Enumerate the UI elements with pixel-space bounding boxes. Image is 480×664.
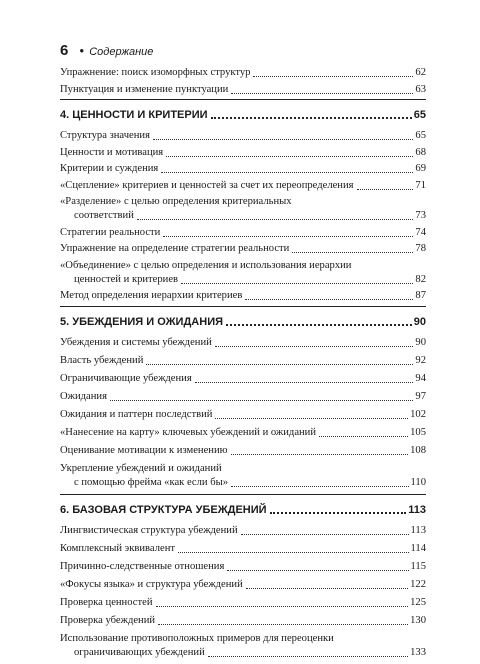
toc-entry-page: 63 xyxy=(415,83,426,95)
toc-entry-page: 73 xyxy=(415,210,426,221)
toc-entry-title: Комплексный эквивалент xyxy=(60,542,175,554)
toc-entry-page: 71 xyxy=(415,179,426,191)
toc-entry-title: Ценности и мотивация xyxy=(60,146,164,158)
toc-entry-line: Укрепление убеждений и ожиданий xyxy=(60,462,222,474)
toc-entry-title: Критерии и суждения xyxy=(60,163,159,174)
toc-entry[interactable] xyxy=(60,390,426,404)
toc-entry-page: 130 xyxy=(410,614,426,626)
toc-entry-line xyxy=(60,476,426,490)
toc-entry-page: 87 xyxy=(415,290,426,301)
leader-dots xyxy=(110,400,413,401)
toc-entry-title: ограничивающих убеждений xyxy=(74,646,205,658)
toc-entry-page: 94 xyxy=(415,372,426,384)
toc-entry-title: Ограничивающие убеждения xyxy=(60,372,192,384)
toc-entry-title: Упражнение на определение стратегии реальности xyxy=(60,243,290,254)
toc-entry-title: Проверка убеждений xyxy=(60,614,156,626)
running-title: Содержание xyxy=(89,46,154,58)
toc-entry[interactable] xyxy=(60,83,426,97)
toc-entry-title: Структура значения xyxy=(60,130,150,141)
chapter-page: 113 xyxy=(408,503,426,516)
toc-entry[interactable] xyxy=(60,408,426,422)
leader-dots xyxy=(146,364,413,365)
chapter-heading[interactable] xyxy=(60,495,426,524)
leader-dots xyxy=(292,252,413,253)
toc-entry-title: с помощью фрейма «как если бы» xyxy=(74,476,229,488)
leader-dots xyxy=(241,534,409,535)
toc-entry-line xyxy=(60,273,426,287)
leader-dots xyxy=(137,219,414,220)
toc-entry[interactable] xyxy=(60,524,426,538)
leader-dots xyxy=(270,512,407,514)
chapter-heading[interactable] xyxy=(60,307,426,336)
toc-entry-title: Убеждения и системы убеждений xyxy=(60,336,212,348)
toc-entry-page: 62 xyxy=(415,67,426,78)
page-number: 6 xyxy=(60,42,69,59)
toc-entry-page: 68 xyxy=(415,146,426,158)
toc-entry[interactable] xyxy=(60,560,426,574)
running-header xyxy=(60,42,153,59)
leader-dots xyxy=(231,454,409,455)
toc-entry-page: 92 xyxy=(415,354,426,366)
toc-entry-page: 122 xyxy=(410,578,426,590)
toc-entry-page: 133 xyxy=(410,646,426,658)
toc-entry-page: 110 xyxy=(410,476,426,488)
toc-entry-line: «Объединение» с целью определения и использования иерархии xyxy=(60,259,352,271)
toc-entry-title: «Нанесение на карту» ключевых убеждений и ожиданий xyxy=(60,426,317,438)
toc-entry[interactable] xyxy=(60,129,426,143)
leader-dots xyxy=(158,624,408,625)
leader-dots xyxy=(161,172,413,173)
chapter-title: 6. БАЗОВАЯ СТРУКТУРА УБЕЖДЕНИЙ xyxy=(60,503,267,516)
leader-dots xyxy=(178,552,409,553)
toc-entry-title: Оценивание мотивации к изменению xyxy=(60,444,228,456)
leader-dots xyxy=(357,189,414,190)
toc-entry[interactable] xyxy=(60,146,426,160)
toc-entry[interactable] xyxy=(60,426,426,440)
toc-entry-multiline[interactable] xyxy=(60,462,426,490)
leader-dots xyxy=(231,93,413,94)
toc-entry[interactable] xyxy=(60,578,426,592)
toc-entry-page: 114 xyxy=(410,542,426,554)
toc-entry-title: «Фокусы языка» и структура убеждений xyxy=(60,578,243,590)
toc-entry-multiline[interactable] xyxy=(60,259,426,287)
leader-dots xyxy=(166,156,413,157)
leader-dots xyxy=(319,436,408,437)
toc-entry-title: Метод определения иерархии критериев xyxy=(60,290,243,301)
toc-entry-page: 125 xyxy=(410,596,426,608)
leader-dots xyxy=(245,299,413,300)
toc-entry-multiline[interactable] xyxy=(60,195,426,223)
toc-entry-page: 102 xyxy=(410,408,426,420)
toc-entry-title: Ожидания xyxy=(60,390,107,402)
leader-dots xyxy=(153,139,413,140)
toc-entry[interactable] xyxy=(60,596,426,610)
toc-entry-title: Упражнение: поиск изоморфных структур xyxy=(60,67,251,78)
toc-entry-title: Стратегии реальности xyxy=(60,226,161,238)
toc-entry-page: 74 xyxy=(415,226,426,238)
toc-entry-title: Проверка ценностей xyxy=(60,596,153,608)
toc-entry[interactable] xyxy=(60,354,426,368)
toc-entry[interactable] xyxy=(60,66,426,80)
toc-entry[interactable] xyxy=(60,179,426,193)
toc-entry-page: 78 xyxy=(415,243,426,254)
leader-dots xyxy=(227,570,408,571)
chapter-page: 90 xyxy=(413,315,426,328)
chapter-heading[interactable] xyxy=(60,100,426,129)
toc-entry-page: 108 xyxy=(410,444,426,456)
toc-entry-title: Лингвистическая структура убеждений xyxy=(60,524,238,536)
toc-entry-multiline[interactable] xyxy=(60,632,426,660)
toc-entry[interactable] xyxy=(60,372,426,386)
toc-entry-line: «Разделение» с целью определения критериальных xyxy=(60,196,292,207)
toc-entry[interactable] xyxy=(60,444,426,458)
leader-dots xyxy=(226,324,412,326)
leader-dots xyxy=(181,283,413,284)
toc-entry-line xyxy=(60,646,426,660)
bullet-icon: ● xyxy=(79,46,85,55)
leader-dots xyxy=(215,418,408,419)
chapter-title: 5. УБЕЖДЕНИЯ И ОЖИДАНИЯ xyxy=(60,315,224,328)
leader-dots xyxy=(208,656,408,657)
toc-entry-title: «Сцепление» критериев и ценностей за счет их переопределения xyxy=(60,179,354,191)
toc-entry[interactable] xyxy=(60,289,426,303)
leader-dots xyxy=(156,606,409,607)
toc-entry-page: 115 xyxy=(410,560,426,572)
leader-dots xyxy=(246,588,408,589)
toc-entry-page: 105 xyxy=(410,426,426,438)
toc-entry-page: 69 xyxy=(415,163,426,174)
leader-dots xyxy=(163,236,413,237)
leader-dots xyxy=(215,346,414,347)
toc-entry-title: Ожидания и паттерн последствий xyxy=(60,408,213,420)
leader-dots xyxy=(231,486,408,487)
toc-entry-title: соответствий xyxy=(74,210,134,221)
toc-entry-title: Власть убеждений xyxy=(60,354,144,366)
toc-entry[interactable] xyxy=(60,162,426,176)
chapter-page: 65 xyxy=(413,109,426,121)
toc-entry-line: Использование противоположных примеров для переоценки xyxy=(60,632,334,644)
toc-entry[interactable] xyxy=(60,336,426,350)
toc-entry[interactable] xyxy=(60,542,426,556)
toc-entry-page: 65 xyxy=(415,130,426,141)
toc-entry[interactable] xyxy=(60,242,426,256)
chapter-title: 4. ЦЕННОСТИ И КРИТЕРИИ xyxy=(60,109,208,121)
toc-entry-page: 90 xyxy=(415,336,426,348)
toc-entry-line xyxy=(60,209,426,223)
leader-dots xyxy=(211,117,412,119)
leader-dots xyxy=(195,382,414,383)
table-of-contents xyxy=(60,66,426,664)
toc-entry[interactable] xyxy=(60,226,426,240)
toc-entry[interactable] xyxy=(60,614,426,628)
toc-entry-page: 97 xyxy=(415,390,426,402)
toc-entry-page: 113 xyxy=(410,524,426,536)
toc-entry-title: Причинно-следственные отношения xyxy=(60,560,225,572)
toc-entry-title: ценностей и критериев xyxy=(74,273,179,285)
toc-entry-title: Пунктуация и изменение пунктуации xyxy=(60,83,229,95)
leader-dots xyxy=(253,76,413,77)
toc-entry-page: 82 xyxy=(415,273,426,285)
